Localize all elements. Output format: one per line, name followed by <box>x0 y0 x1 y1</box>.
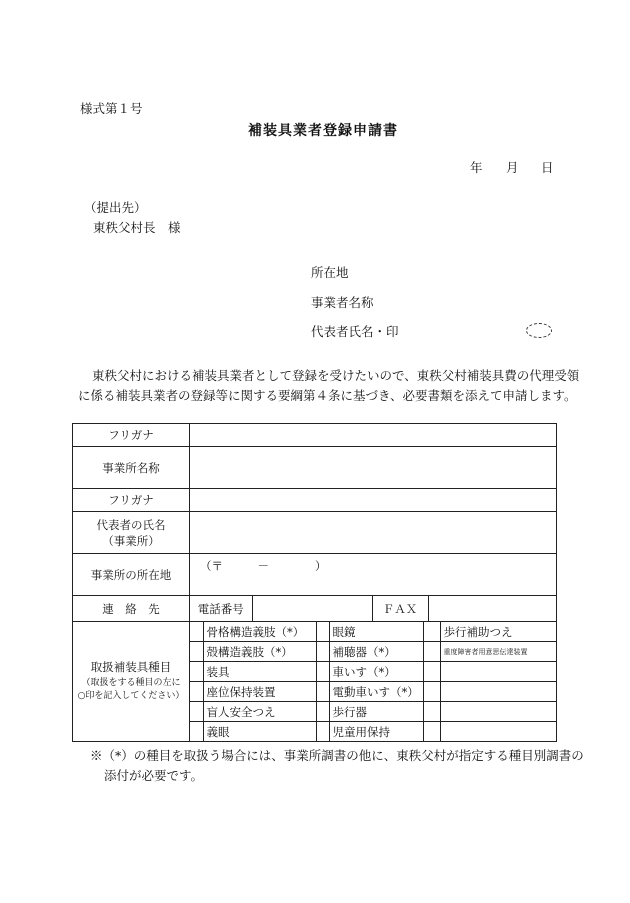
recipient-label: （提出先） <box>84 200 147 215</box>
fax-label: ＦＡＸ <box>372 596 428 621</box>
device-item: 盲人安全つえ <box>203 702 316 722</box>
device-item <box>440 682 556 702</box>
device-item: 補聴器（*） <box>329 642 423 662</box>
device-item: 義眼 <box>203 722 316 742</box>
date-day: 日 <box>541 160 554 175</box>
device-types-label <box>73 622 190 742</box>
check-cell[interactable] <box>190 662 203 682</box>
date-year: 年 <box>470 160 483 175</box>
device-item: 児童用保持 <box>329 722 423 742</box>
footnote-line-1: ※（*）の種目を取扱う場合には、事業所調書の他に、東秩父村が指定する種目別調書の <box>90 748 584 763</box>
check-cell[interactable] <box>190 642 203 662</box>
phone-label: 電話番号 <box>190 596 252 621</box>
check-cell[interactable] <box>423 642 440 662</box>
form-number: 様式第１号 <box>80 101 143 116</box>
recipient-name: 東秩父村長 様 <box>93 220 181 235</box>
office-name-field[interactable] <box>190 447 557 489</box>
check-cell[interactable] <box>423 682 440 702</box>
check-cell[interactable] <box>316 702 329 722</box>
check-cell[interactable] <box>316 662 329 682</box>
office-address-field[interactable] <box>190 554 557 596</box>
office-address-label: 事業所の所在地 <box>73 554 190 596</box>
check-cell[interactable] <box>316 722 329 742</box>
device-types-note-1: （取扱をする種目の左に <box>81 677 181 688</box>
applicant-address-label: 所在地 <box>311 265 349 280</box>
contact-row <box>190 596 557 622</box>
check-cell[interactable] <box>316 642 329 662</box>
representative-label <box>73 512 190 554</box>
contact-label: 連 絡 先 <box>73 596 190 622</box>
seal-mark <box>526 323 552 338</box>
device-types-title: 取扱補装具種目 <box>90 660 172 675</box>
device-item: 座位保持装置 <box>203 682 316 702</box>
device-item: 装具 <box>203 662 316 682</box>
phone-field[interactable] <box>252 596 372 621</box>
applicant-company-label: 事業者名称 <box>311 295 374 310</box>
application-table <box>72 423 557 742</box>
page-title: 補装具業者登録申請書 <box>248 123 398 139</box>
representative-label-line-2: （事業所） <box>102 533 160 548</box>
device-item: 車いす（*） <box>329 662 423 682</box>
representative-field[interactable] <box>190 512 557 554</box>
device-types-grid <box>190 622 557 742</box>
device-item <box>440 722 556 742</box>
check-cell[interactable] <box>190 622 203 642</box>
body-line-2: に係る補装具業者の登録等に関する要綱第４条に基づき、必要書類を添えて申請します。 <box>78 388 577 403</box>
furigana-field[interactable] <box>190 424 557 447</box>
postal-code-template: （〒 － ） <box>200 559 327 573</box>
device-item <box>440 702 556 722</box>
device-item: 電動車いす（*） <box>329 682 423 702</box>
device-types-note-2: ○印を記入してください） <box>77 691 185 702</box>
check-cell[interactable] <box>316 622 329 642</box>
device-item <box>440 662 556 682</box>
fax-field[interactable] <box>428 596 556 621</box>
device-item: 殻構造義肢（*） <box>203 642 316 662</box>
body-line-1: 東秩父村における補装具業者として登録を受けたいので、東秩父村補装具費の代理受領 <box>92 368 580 383</box>
check-cell[interactable] <box>423 622 440 642</box>
check-cell[interactable] <box>423 662 440 682</box>
device-item: 眼鏡 <box>329 622 423 642</box>
applicant-representative-label: 代表者氏名・印 <box>311 324 399 339</box>
footnote-line-2: 添付が必要です。 <box>104 768 204 783</box>
furigana-label-2: フリガナ <box>73 489 190 512</box>
check-cell[interactable] <box>190 722 203 742</box>
check-cell[interactable] <box>316 682 329 702</box>
check-cell[interactable] <box>190 702 203 722</box>
check-cell[interactable] <box>423 722 440 742</box>
device-item: 重度障害者用意思伝達装置 <box>440 642 556 662</box>
furigana-field-2[interactable] <box>190 489 557 512</box>
device-item: 歩行器 <box>329 702 423 722</box>
date-month: 月 <box>506 160 519 175</box>
check-cell[interactable] <box>423 702 440 722</box>
check-cell[interactable] <box>190 682 203 702</box>
furigana-label: フリガナ <box>73 424 190 447</box>
device-item: 骨格構造義肢（*） <box>203 622 316 642</box>
office-name-label: 事業所名称 <box>73 447 190 489</box>
device-item: 歩行補助つえ <box>440 622 556 642</box>
representative-label-line-1: 代表者の氏名 <box>96 517 166 532</box>
